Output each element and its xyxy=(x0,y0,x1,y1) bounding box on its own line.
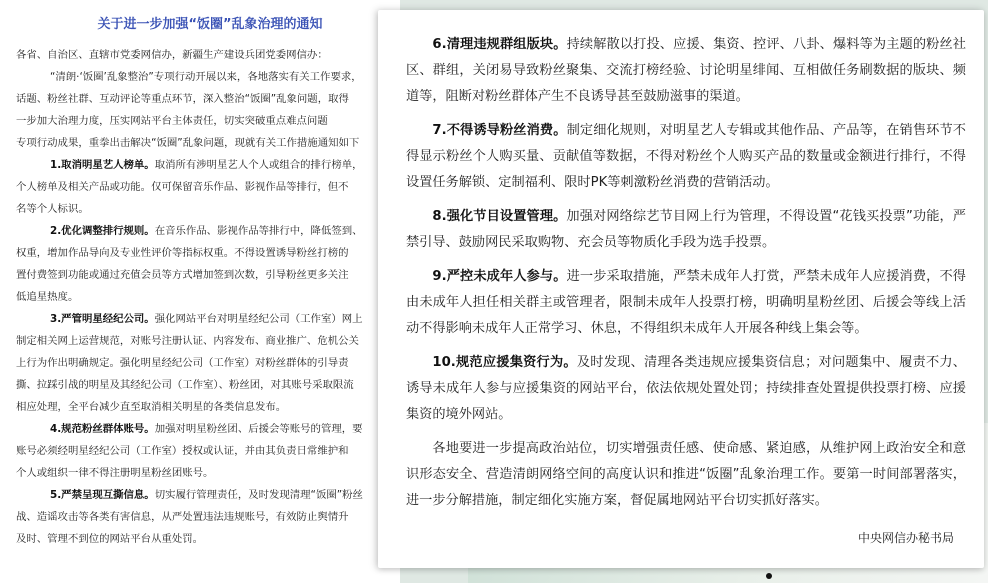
section-10-paragraph xyxy=(406,350,966,428)
section-6-heading: 6.清理违规群组版块。 xyxy=(432,37,567,52)
section-line: 权重，增加作品导向及专业性评价等指标权重。不得设置诱导粉丝打榜的 xyxy=(16,247,349,259)
section-line: 个人榜单及相关产品或功能。仅可保留音乐作品、影视作品等排行，但不 xyxy=(16,181,349,193)
section-2-text: 在音乐作品、影视作品等排行中，降低签到、 xyxy=(154,225,363,237)
section-7-heading: 7.不得诱导粉丝消费。 xyxy=(432,123,567,138)
section-6-text: 持续解散以打投、应援、集资、控评、八卦、爆料等为主题的粉丝社区、群组，关闭易导致粉丝聚集、交流打榜经验、讨论明星绯闻、互相做任务刷数据的版块、频道等，阻断对粉丝群体产生不良诱导甚至鼓励滋事的渠道。 xyxy=(406,37,966,104)
section-line: 账号必须经明星经纪公司（工作室）授权或认证，并由其负责日常维护和 xyxy=(16,445,349,457)
section-6-paragraph xyxy=(406,32,966,110)
section-3-text: 强化网站平台对明星经纪公司（工作室）网上 xyxy=(154,313,363,325)
section-line: 撕、拉踩引战的明星及其经纪公司（工作室）、粉丝团，对其账号采取限流 xyxy=(16,379,354,391)
section-7-paragraph xyxy=(406,118,966,196)
section-1-text: 取消所有涉明星艺人个人或组合的排行榜单， xyxy=(154,159,363,171)
section-3-first-line xyxy=(0,308,400,330)
section-1-heading: 1.取消明星艺人榜单。 xyxy=(50,159,155,171)
closing-paragraph xyxy=(406,436,966,514)
section-9-heading: 9.严控未成年人参与。 xyxy=(432,269,567,284)
section-5-first-line xyxy=(0,484,400,506)
section-4-text: 加强对明星粉丝团、后援会等账号的管理，要 xyxy=(154,423,363,435)
section-8-text: 加强对网络综艺节目网上行为管理，不得设置“花钱买投票”功能，严禁引导、鼓励网民采取购物、充会员等物质化手段为选手投票。 xyxy=(406,209,966,250)
intro-line: 一步加大治理力度，压实网站平台主体责任，切实突破重点难点问题 xyxy=(16,115,328,127)
section-line: 及时、管理不到位的网站平台从重处罚。 xyxy=(16,533,204,545)
salutation: 各省、自治区、直辖市党委网信办，新疆生产建设兵团党委网信办： xyxy=(16,49,328,61)
section-7-text: 制定细化规则，对明星艺人专辑或其他作品、产品等，在销售环节不得显示粉丝个人购买量、贡献值等数据，不得对粉丝个人购买产品的数量或金额进行排行，不得设置任务解锁、定制福利、限时PK等刺激粉丝消费的营销活动。 xyxy=(406,123,966,190)
section-1-first-line xyxy=(0,154,400,176)
document-title: 关于进一步加强“饭圈”乱象治理的通知 xyxy=(97,17,323,32)
closing-text: 各地要进一步提高政治站位，切实增强责任感、使命感、紧迫感，从维护网上政治安全和意识形态安全、营造清朗网络空间的高度认识和推进“饭圈”乱象治理工作。要第一时间部署落实，进一步分解措施，制定细化实施方案，督促属地网站平台切实抓好落实。 xyxy=(406,441,966,508)
section-line: 战、造谣攻击等各类有害信息，从严处置违法违规账号，有效防止舆情升 xyxy=(16,511,349,523)
section-8-paragraph xyxy=(406,204,966,256)
section-2-heading: 2.优化调整排行规则。 xyxy=(50,225,155,237)
section-2-first-line xyxy=(0,220,400,242)
section-line: 置付费签到功能或通过充值会员等方式增加签到次数，引导粉丝更多关注 xyxy=(16,269,349,281)
section-3-heading: 3.严管明星经纪公司。 xyxy=(50,313,155,325)
section-4-first-line xyxy=(0,418,400,440)
section-9-text: 进一步采取措施，严禁未成年人打赏，严禁未成年人应援消费，不得由未成年人担任相关群主或管理者，限制未成年人投票打榜，明确明星粉丝团、后援会等线上活动不得影响未成年人正常学习、休息，不得组织未成年人开展各种线上集会等。 xyxy=(406,269,966,336)
section-5-text: 切实履行管理责任，及时发现清理“饭圈”粉丝 xyxy=(154,489,363,501)
section-10-heading: 10.规范应援集资行为。 xyxy=(432,355,577,370)
section-4-heading: 4.规范粉丝群体账号。 xyxy=(50,423,155,435)
signature: 中央网信办秘书局 xyxy=(857,531,954,545)
intro-line: “清朗·‘饭圈’乱象整治”专项行动开展以来，各地落实有关工作要求， xyxy=(50,71,362,83)
intro-line: 专项行动成果，重拳出击解决“饭圈”乱象问题，现就有关工作措施通知如下 xyxy=(16,137,360,149)
section-line: 相应处理，全平台减少直至取消相关明星的各类信息发布。 xyxy=(16,401,287,413)
intro-line: 话题、粉丝社群、互动评论等重点环节，深入整治“饭圈”乱象问题，取得 xyxy=(16,93,349,105)
section-8-heading: 8.强化节目设置管理。 xyxy=(432,209,567,224)
section-line: 个人或组织一律不得注册明星粉丝团账号。 xyxy=(16,467,214,479)
section-line: 制定相关网上运营规范，对账号注册认证、内容发布、商业推广、危机公关 xyxy=(16,335,359,347)
document-page-right xyxy=(378,10,984,568)
section-line: 名等个人标识。 xyxy=(16,203,89,215)
decorative-dot xyxy=(766,573,772,579)
section-5-heading: 5.严禁呈现互撕信息。 xyxy=(50,489,155,501)
section-10-text: 及时发现、清理各类违规应援集资信息；对问题集中、履责不力、诱导未成年人参与应援集资的网站平台，依法依规处置处罚；持续排查处置提供投票打榜、应援集资的境外网站。 xyxy=(406,355,966,422)
section-line: 低追星热度。 xyxy=(16,291,79,303)
section-line: 上行为作出明确规定。强化明星经纪公司（工作室）对粉丝群体的引导责 xyxy=(16,357,349,369)
document-page-left xyxy=(0,0,400,583)
section-9-paragraph xyxy=(406,264,966,342)
